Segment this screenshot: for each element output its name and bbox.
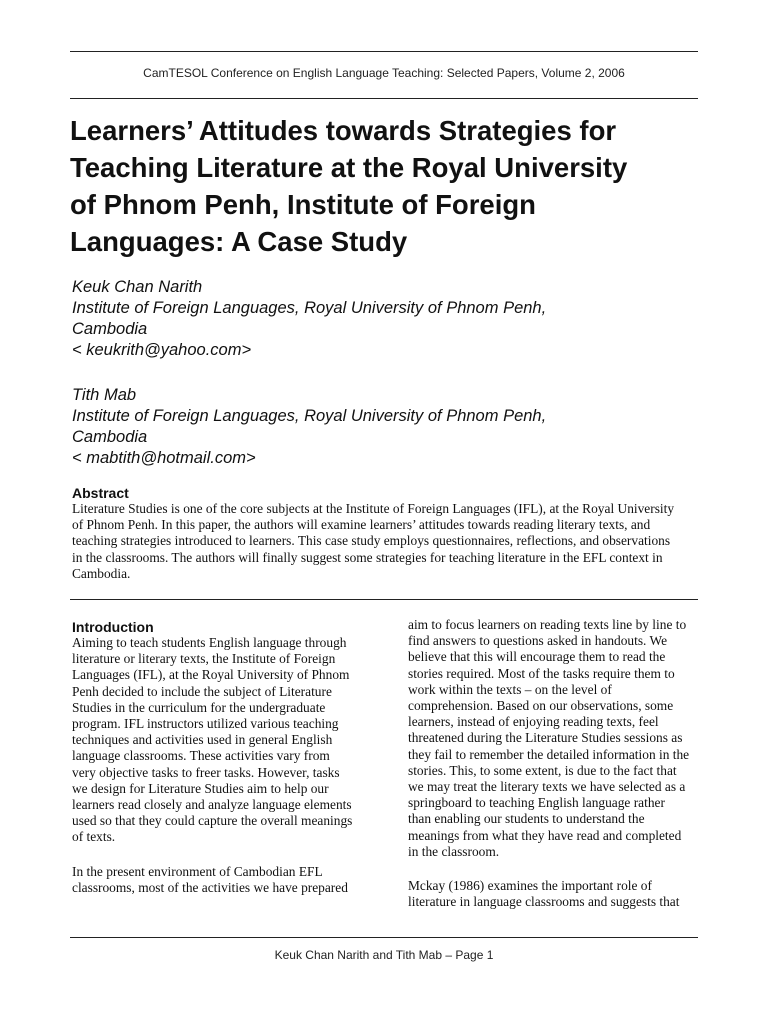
- text-line: aim to focus learners on reading texts line by line to: [408, 617, 687, 632]
- text-line: learners, instead of enjoying reading texts, feel: [408, 714, 659, 730]
- author-name: Tith Mab: [72, 386, 137, 404]
- author-email: < keukrith@yahoo.com>: [72, 341, 252, 359]
- text-line: In the present environment of Cambodian EFL: [72, 864, 323, 879]
- abstract-line: Cambodia.: [72, 565, 131, 581]
- text-line: very objective tasks to freer tasks. However, tasks: [72, 764, 340, 780]
- introduction-heading: Introduction: [72, 619, 154, 635]
- title-line: Languages: A Case Study: [70, 226, 408, 257]
- author-block: [72, 277, 692, 361]
- author-affiliation: Cambodia: [72, 428, 148, 446]
- text-line: program. IFL instructors utilized various teaching: [72, 716, 339, 732]
- text-line: stories. This, to some extent, is due to the fact that: [408, 762, 677, 778]
- text-line: language classrooms. These activities vary from: [72, 748, 330, 764]
- text-line: find answers to questions asked in handouts. We: [408, 633, 668, 649]
- intro-right-paragraph-1: [408, 617, 708, 860]
- header-top-rule: [70, 51, 698, 52]
- text-line: threatened during the Literature Studies sessions as: [408, 730, 683, 746]
- text-line: classrooms, most of the activities we have prepared: [72, 880, 348, 896]
- text-line: comprehension. Based on our observations, some: [408, 698, 674, 714]
- title-line: of Phnom Penh, Institute of Foreign: [70, 189, 536, 220]
- text-line: we may treat the literary texts we have selected as a: [408, 779, 686, 795]
- abstract-body: [72, 501, 702, 582]
- abstract-heading: Abstract: [72, 485, 129, 501]
- text-line: stories required. Most of the tasks require them to: [408, 665, 675, 681]
- text-line: meanings from what they have read and completed: [408, 827, 682, 843]
- text-line: literature or literary texts, the Institute of Foreign: [72, 651, 336, 667]
- author-block: [72, 385, 692, 469]
- paper-title: [70, 112, 710, 260]
- text-line: Penh decided to include the subject of Literature: [72, 683, 332, 699]
- text-line: techniques and activities used in general English: [72, 732, 333, 748]
- text-line: Aiming to teach students English language through: [72, 635, 347, 650]
- author-affiliation: Institute of Foreign Languages, Royal University of Phnom Penh,: [72, 299, 547, 317]
- title-line: Teaching Literature at the Royal University: [70, 152, 628, 183]
- text-line: used so that they could capture the overall meanings: [72, 813, 353, 829]
- abstract-line: Literature Studies is one of the core subjects at the Institute of Foreign Languages (IFL), at the Royal University: [72, 501, 675, 516]
- author-name: Keuk Chan Narith: [72, 278, 203, 296]
- text-line: in the classroom.: [408, 843, 500, 859]
- text-line: literature in language classrooms and suggests that: [408, 894, 680, 910]
- text-line: believe that this will encourage them to read the: [408, 649, 666, 665]
- abstract-line: teaching strategies introduced to learners. This case study employs questionnaires, reflections, and observations: [72, 533, 671, 549]
- abstract-line: of Phnom Penh. In this paper, the authors will examine learners’ attitudes towards reading literary texts, and: [72, 517, 651, 533]
- header-bottom-rule: [70, 98, 698, 99]
- intro-left-paragraph-1: [72, 635, 372, 846]
- running-head: CamTESOL Conference on English Language Teaching: Selected Papers, Volume 2, 2006: [143, 66, 625, 80]
- intro-right-paragraph-2: [408, 878, 708, 910]
- author-email: < mabtith@hotmail.com>: [72, 449, 256, 467]
- title-line: Learners’ Attitudes towards Strategies for: [70, 115, 617, 146]
- text-line: than enabling our students to understand the: [408, 811, 645, 827]
- abstract-line: in the classrooms. The authors will finally suggest some strategies for teaching literature in the EFL context in: [72, 549, 663, 565]
- text-line: springboard to teaching English language rather: [408, 795, 665, 811]
- text-line: Languages (IFL), at the Royal University of Phnom: [72, 667, 350, 683]
- page-footer: Keuk Chan Narith and Tith Mab – Page 1: [274, 948, 494, 962]
- abstract-rule: [70, 599, 698, 600]
- text-line: Mckay (1986) examines the important role of: [408, 878, 652, 893]
- author-affiliation: Cambodia: [72, 320, 148, 338]
- text-line: learners read closely and analyze language elements: [72, 797, 352, 813]
- text-line: Studies in the curriculum for the undergraduate: [72, 699, 326, 715]
- author-affiliation: Institute of Foreign Languages, Royal University of Phnom Penh,: [72, 407, 547, 425]
- footer-rule: [70, 937, 698, 938]
- text-line: we design for Literature Studies aim to help our: [72, 780, 329, 796]
- text-line: work within the texts – on the level of: [408, 681, 612, 697]
- text-line: they fail to remember the detailed information in the: [408, 746, 690, 762]
- intro-left-paragraph-2: [72, 864, 372, 896]
- text-line: of texts.: [72, 829, 116, 845]
